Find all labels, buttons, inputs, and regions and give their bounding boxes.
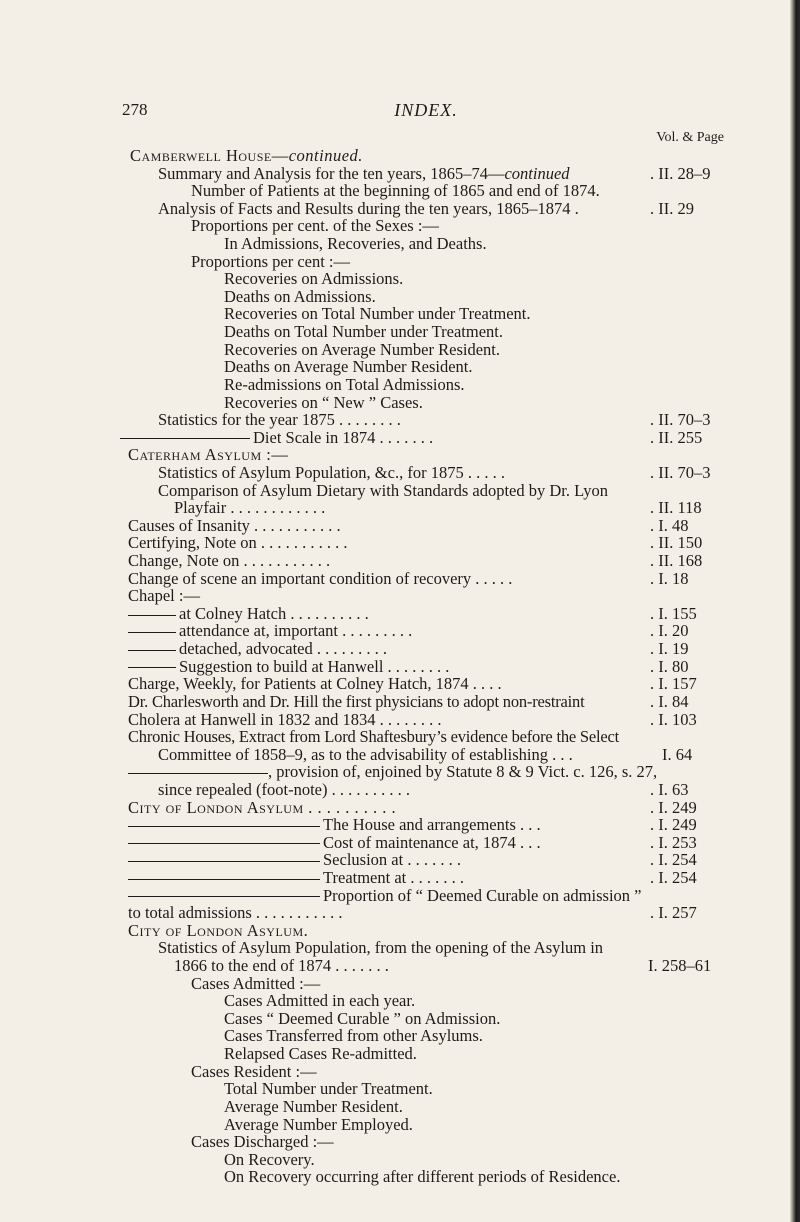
index-line — [0, 922, 800, 940]
ditto-dash — [128, 843, 320, 844]
index-line — [0, 1010, 800, 1028]
entry-text: Summary and Analysis for the ten years, 1865–74—continued — [158, 163, 570, 183]
entry-text: Seclusion at . . . . . . . — [128, 851, 461, 869]
index-line — [0, 1168, 800, 1186]
index-line — [0, 939, 800, 957]
entry-text: Deaths on Average Number Resident. — [224, 357, 473, 377]
entry-text: Relapsed Cases Re-admitted. — [224, 1044, 417, 1064]
entry-text: attendance at, important . . . . . . . . . — [128, 622, 412, 640]
entry-ref: . II. 150 — [650, 533, 703, 553]
index-line — [0, 534, 800, 552]
entry-ref: . II. 168 — [650, 551, 703, 571]
entry-text: Playfair . . . . . . . . . . . . — [174, 498, 326, 518]
index-line — [0, 253, 800, 271]
entry-text: Deaths on Total Number under Treatment. — [224, 322, 503, 342]
entry-ref: . I. 84 — [650, 691, 689, 711]
index-line — [0, 605, 800, 623]
index-line — [0, 957, 800, 975]
entry-text: Chapel :— — [128, 586, 200, 606]
index-line — [0, 411, 800, 429]
index-line — [0, 1063, 800, 1081]
entry-text: to total admissions . . . . . . . . . . . — [128, 903, 343, 923]
index-line — [0, 1116, 800, 1134]
entry-heading: Camberwell House—continued. — [130, 146, 363, 165]
index-line — [0, 358, 800, 376]
index-line — [0, 429, 800, 447]
entry-ref: . I. 63 — [650, 779, 689, 799]
index-line — [0, 658, 800, 676]
index-line — [0, 781, 800, 799]
index-line — [0, 1133, 800, 1151]
index-line — [0, 482, 800, 500]
ditto-dash — [128, 861, 320, 862]
index-line — [0, 799, 800, 817]
entry-text: Deaths on Admissions. — [224, 286, 376, 306]
entry-text: Change, Note on . . . . . . . . . . . — [128, 551, 331, 571]
index-line — [0, 675, 800, 693]
entry-text: On Recovery occurring after different periods of Residence. — [224, 1167, 621, 1187]
entry-text: Cases “ Deemed Curable ” on Admission. — [224, 1008, 501, 1028]
entry-text: The House and arrangements . . . — [128, 816, 541, 834]
entry-ref: . I. 254 — [650, 867, 697, 887]
entry-ref: . II. 255 — [650, 427, 703, 447]
entry-text: Cases Resident :— — [191, 1061, 317, 1081]
entry-text: Recoveries on Admissions. — [224, 269, 404, 289]
entry-text: Cases Admitted :— — [191, 973, 321, 993]
index-line — [0, 992, 800, 1010]
index-line — [0, 834, 800, 852]
entry-text: On Recovery. — [224, 1149, 315, 1169]
entry-text: Average Number Employed. — [224, 1114, 413, 1134]
ditto-dash — [128, 826, 320, 827]
entry-text: Certifying, Note on . . . . . . . . . . . — [128, 533, 348, 553]
entry-ref: . I. 19 — [650, 639, 689, 659]
entry-text: Charge, Weekly, for Patients at Colney Hatch, 1874 . . . . — [128, 674, 502, 694]
entry-ref: . I. 257 — [650, 903, 697, 923]
index-line — [0, 763, 800, 781]
index-line — [0, 552, 800, 570]
index-line — [0, 904, 800, 922]
entry-text: Re-admissions on Total Admissions. — [224, 374, 465, 394]
ditto-dash — [128, 879, 320, 880]
page-title: INDEX. — [394, 100, 458, 120]
index-line — [0, 1151, 800, 1169]
entry-text: Committee of 1858–9, as to the advisability of establishing . . . — [158, 744, 573, 764]
entry-text: Comparison of Asylum Dietary with Standards adopted by Dr. Lyon — [158, 480, 609, 500]
index-line — [0, 1080, 800, 1098]
entry-text: Suggestion to build at Hanwell . . . . . . . . — [128, 658, 449, 676]
index-line — [0, 851, 800, 869]
page-number: 278 — [122, 100, 148, 119]
index-line — [0, 376, 800, 394]
index-line — [0, 394, 800, 412]
index-line — [0, 147, 800, 165]
entry-ref: I. 258–61 — [648, 956, 712, 976]
index-line — [0, 640, 800, 658]
entry-ref: I. 64 — [662, 744, 693, 764]
index-line — [0, 235, 800, 253]
index-line — [0, 182, 800, 200]
entry-text: Number of Patients at the beginning of 1865 and end of 1874. — [191, 181, 600, 201]
entry-text: Average Number Resident. — [224, 1096, 403, 1116]
entry-heading: City of London Asylum. — [128, 920, 309, 940]
entry-text: at Colney Hatch . . . . . . . . . . — [128, 605, 369, 623]
entry-ref: . I. 253 — [650, 832, 697, 852]
entry-text: Statistics of Asylum Population, from the opening of the Asylum in — [158, 938, 604, 958]
entry-text: since repealed (foot-note) . . . . . . . . . . — [158, 779, 410, 799]
index-line — [0, 464, 800, 482]
entry-text: Diet Scale in 1874 . . . . . . . — [120, 429, 433, 447]
index-line — [0, 975, 800, 993]
entry-text: Proportions per cent. of the Sexes :— — [191, 216, 439, 236]
entry-ref: . II. 29 — [650, 198, 694, 218]
vol-page-heading: Vol. & Page — [656, 130, 724, 145]
ditto-dash — [128, 667, 176, 668]
ditto-dash — [128, 615, 176, 616]
entry-text: Dr. Charlesworth and Dr. Hill the first physicians to adopt non-restraint — [128, 691, 585, 711]
entry-ref: . II. 118 — [650, 498, 702, 518]
index-line — [0, 323, 800, 341]
index-line — [0, 1027, 800, 1045]
entry-text: Treatment at . . . . . . . — [128, 869, 464, 887]
entry-text: Recoveries on “ New ” Cases. — [224, 392, 423, 412]
entry-text: 1866 to the end of 1874 . . . . . . . — [174, 956, 389, 976]
index-line — [0, 869, 800, 887]
entry-text: Cholera at Hanwell in 1832 and 1834 . . . . . . . . — [128, 709, 442, 729]
entry-text: Causes of Insanity . . . . . . . . . . . — [128, 515, 341, 535]
index-line — [0, 728, 800, 746]
entry-ref: . I. 80 — [650, 656, 689, 676]
index-line — [0, 1045, 800, 1063]
entry-ref: . I. 254 — [650, 850, 697, 870]
index-entries — [0, 147, 800, 1186]
entry-text: Cost of maintenance at, 1874 . . . — [128, 834, 541, 852]
entry-text: In Admissions, Recoveries, and Deaths. — [224, 234, 487, 254]
entry-ref: . II. 70–3 — [650, 410, 711, 430]
entry-text: Statistics of Asylum Population, &c., for 1875 . . . . . — [158, 462, 505, 482]
entry-heading: City of London Asylum . . . . . . . . . . — [128, 797, 397, 817]
entry-text: Change of scene an important condition of recovery . . . . . — [128, 568, 513, 588]
entry-text: Cases Transferred from other Asylums. — [224, 1026, 483, 1046]
index-line — [0, 446, 800, 464]
entry-ref: . I. 157 — [650, 674, 697, 694]
index-line — [0, 1098, 800, 1116]
entry-ref: . I. 18 — [650, 568, 689, 588]
entry-text: Statistics for the year 1875 . . . . . . . . — [158, 410, 401, 430]
index-line — [0, 270, 800, 288]
index-line — [0, 693, 800, 711]
page-header — [122, 100, 730, 124]
index-line — [0, 570, 800, 588]
entry-ref: . I. 249 — [650, 815, 697, 835]
index-line — [0, 711, 800, 729]
entry-text: Recoveries on Average Number Resident. — [224, 339, 500, 359]
entry-ref: . II. 70–3 — [650, 462, 711, 482]
entry-text: Proportions per cent :— — [191, 251, 351, 271]
index-line — [0, 200, 800, 218]
entry-ref: . I. 48 — [650, 515, 689, 535]
entry-text: Total Number under Treatment. — [224, 1079, 433, 1099]
index-line — [0, 816, 800, 834]
index-line — [0, 499, 800, 517]
entry-ref: . I. 249 — [650, 797, 697, 817]
entry-text: Chronic Houses, Extract from Lord Shaftesbury’s evidence before the Select — [128, 727, 620, 747]
index-line — [0, 587, 800, 605]
index-line — [0, 746, 800, 764]
ditto-dash — [128, 650, 176, 651]
entry-text: Analysis of Facts and Results during the ten years, 1865–1874 . — [158, 198, 579, 218]
entry-ref: . I. 20 — [650, 621, 689, 641]
index-line — [0, 517, 800, 535]
ditto-dash — [128, 773, 268, 774]
entry-text: Recoveries on Total Number under Treatment. — [224, 304, 531, 324]
ditto-dash — [128, 632, 176, 633]
ditto-dash — [128, 896, 320, 897]
entry-text: , provision of, enjoined by Statute 8 & 9 Vict. c. 126, s. 27, — [128, 763, 657, 781]
entry-text: detached, advocated . . . . . . . . . — [128, 640, 387, 658]
entry-ref: . II. 28–9 — [650, 163, 711, 183]
entry-text: Cases Admitted in each year. — [224, 991, 416, 1011]
index-line — [0, 217, 800, 235]
index-line — [0, 288, 800, 306]
entry-text: Proportion of “ Deemed Curable on admission ” — [128, 887, 641, 905]
index-line — [0, 887, 800, 905]
ditto-dash — [120, 438, 250, 439]
entry-ref: . I. 155 — [650, 603, 697, 623]
entry-heading: Caterham Asylum :— — [128, 445, 289, 465]
entry-ref: . I. 103 — [650, 709, 697, 729]
index-line — [0, 341, 800, 359]
index-line — [0, 305, 800, 323]
index-line — [0, 165, 800, 183]
entry-text: Cases Discharged :— — [191, 1132, 334, 1152]
index-line — [0, 622, 800, 640]
